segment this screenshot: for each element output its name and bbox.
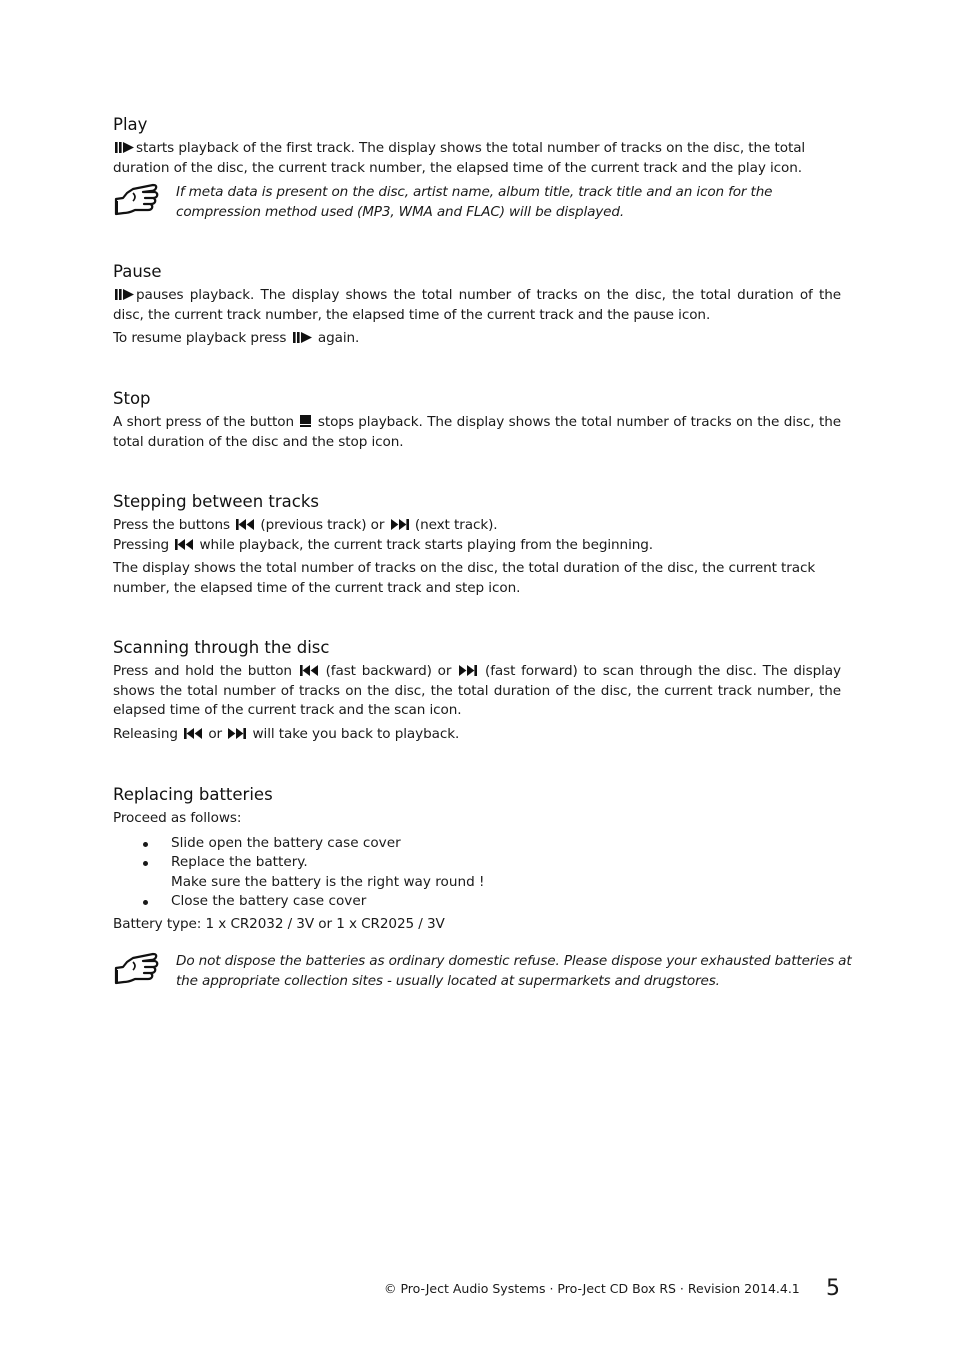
pointing-hand-icon <box>113 952 159 988</box>
section-stepping <box>113 492 841 598</box>
bullet <box>143 842 148 847</box>
battery-type: Battery type: 1 x CR2032 / 3V or 1 x CR2025 / 3V <box>113 915 445 932</box>
list-item: Close the battery case cover <box>113 892 841 912</box>
play-pause-icon <box>115 142 134 153</box>
pause-resume: To resume playback press again. <box>113 330 360 346</box>
next-track-icon <box>459 665 477 676</box>
previous-track-icon <box>184 728 202 739</box>
section-play <box>113 115 841 178</box>
scanning-description: Press and hold the button (fast backward) or (fast forward) to scan through the disc. The display shows the total number of tracks on the disc, the total duration of the disc, the current track number, the elapsed time of the current track and the scan icon. <box>113 663 841 718</box>
next-track-icon <box>228 728 246 739</box>
page-footer <box>380 1278 840 1304</box>
list-item: Replace the battery. Make sure the battery is the right way round ! <box>113 853 841 892</box>
pointing-hand-icon <box>113 183 159 219</box>
next-track-icon <box>391 519 409 530</box>
bullet <box>143 900 148 905</box>
previous-track-icon <box>175 539 193 550</box>
note-metadata <box>113 183 853 225</box>
note-text: If meta data is present on the disc, artist name, album title, track title and an icon for the compression method used (MP3, WMA and FLAC) will be displayed. <box>176 184 773 220</box>
stop-icon <box>300 415 311 427</box>
note-text: Do not dispose the batteries as ordinary domestic refuse. Please dispose your exhausted batteries at the appropriate collection sites - usually located at supermarkets and drugstores. <box>176 953 852 989</box>
section-scanning <box>113 638 841 744</box>
stepping-description: The display shows the total number of tracks on the disc, the total duration of the disc, the current track number, the elapsed time of the current track and step icon. <box>113 560 816 596</box>
heading-scanning: Scanning through the disc <box>113 638 330 657</box>
heading-stepping: Stepping between tracks <box>113 492 319 511</box>
heading-play: Play <box>113 115 148 134</box>
play-description: starts playback of the first track. The display shows the total number of tracks on the disc, the total duration of the disc, the current track number, the elapsed time of the current track and the play icon. <box>113 140 806 176</box>
list-item: Slide open the battery case cover <box>113 834 841 854</box>
stepping-line-1: Press the buttons (previous track) or (next track). <box>113 517 498 533</box>
note-disposal <box>113 952 853 994</box>
heading-pause: Pause <box>113 262 162 281</box>
bullet <box>143 861 148 866</box>
pause-description: pauses playback. The display shows the total number of tracks on the disc, the total duration of the disc, the current track number, the elapsed time of the current track and the pause icon. <box>113 287 841 323</box>
play-pause-icon <box>115 289 134 300</box>
previous-track-icon <box>300 665 318 676</box>
heading-stop: Stop <box>113 389 151 408</box>
page-number: 5 <box>826 1276 840 1301</box>
stop-description: A short press of the button stops playback. The display shows the total number of tracks on the disc, the total duration of the disc and the stop icon. <box>113 414 841 450</box>
section-batteries <box>113 785 841 934</box>
section-stop <box>113 389 841 452</box>
batteries-steps <box>113 834 841 912</box>
previous-track-icon <box>236 519 254 530</box>
batteries-intro: Proceed as follows: <box>113 810 242 826</box>
heading-batteries: Replacing batteries <box>113 785 273 804</box>
section-pause <box>113 262 841 349</box>
stepping-line-2: Pressing while playback, the current track starts playing from the beginning. <box>113 536 654 553</box>
scanning-release: Releasing or will take you back to playback. <box>113 725 460 742</box>
play-pause-icon <box>293 332 312 343</box>
footer-copyright: © Pro-Ject Audio Systems · Pro-Ject CD Box RS · Revision 2014.4.1 <box>384 1281 800 1296</box>
